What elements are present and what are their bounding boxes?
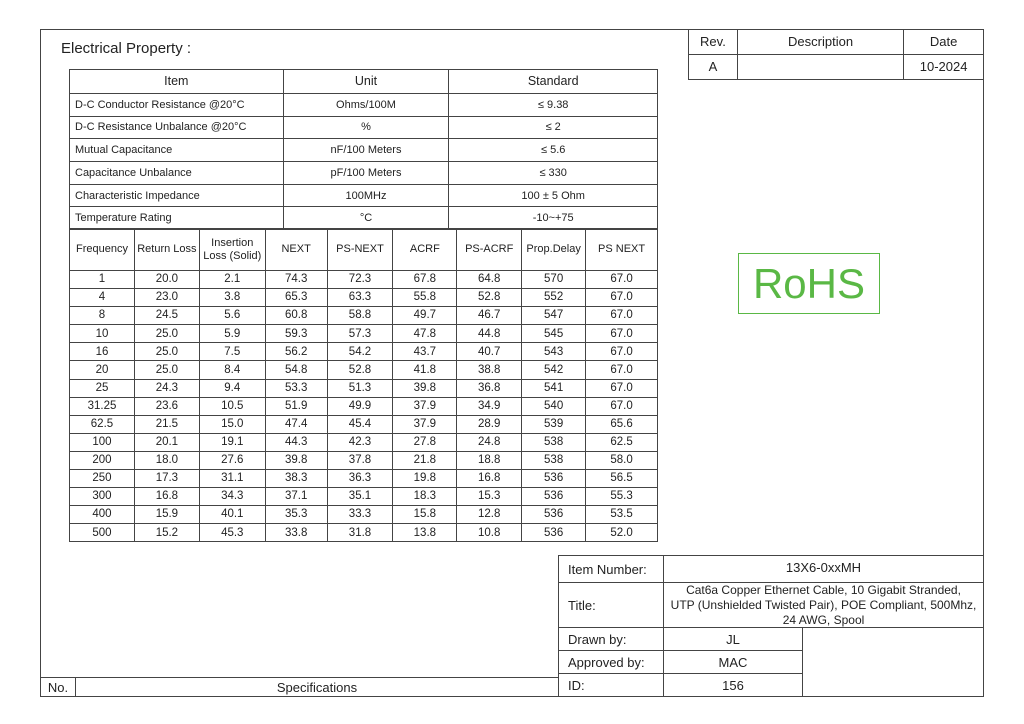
- frequency-cell: 538: [522, 451, 586, 469]
- drawn-by-label: Drawn by:: [558, 627, 664, 651]
- frequency-header-cell: Prop.Delay: [522, 229, 586, 271]
- property-row: [70, 94, 658, 117]
- frequency-header-cell: PS NEXT: [586, 229, 658, 271]
- frequency-cell: 38.3: [265, 470, 327, 488]
- frequency-cell: 40.1: [199, 506, 265, 524]
- rev-value: A: [689, 55, 738, 80]
- frequency-cell: 16: [70, 343, 135, 361]
- frequency-cell: 67.0: [586, 379, 658, 397]
- item-number-label: Item Number:: [558, 555, 664, 583]
- frequency-cell: 56.2: [265, 343, 327, 361]
- frequency-cell: 31.25: [70, 397, 135, 415]
- frequency-cell: 15.2: [134, 524, 199, 542]
- frequency-row: [70, 397, 658, 415]
- frequency-cell: 31.8: [327, 524, 393, 542]
- frequency-cell: 52.8: [327, 361, 393, 379]
- frequency-row: [70, 307, 658, 325]
- frequency-cell: 19.1: [199, 433, 265, 451]
- frequency-header-cell: Return Loss: [134, 229, 199, 271]
- frequency-cell: 72.3: [327, 271, 393, 289]
- frequency-cell: 542: [522, 361, 586, 379]
- frequency-cell: 5.9: [199, 325, 265, 343]
- frequency-cell: 9.4: [199, 379, 265, 397]
- title-line-3: 24 AWG, Spool: [782, 613, 865, 627]
- frequency-cell: 44.3: [265, 433, 327, 451]
- frequency-cell: 23.0: [134, 289, 199, 307]
- property-row: [70, 116, 658, 139]
- frequency-cell: 21.5: [134, 415, 199, 433]
- frequency-cell: 536: [522, 470, 586, 488]
- frequency-cell: 538: [522, 433, 586, 451]
- frequency-row: [70, 379, 658, 397]
- property-cell: %: [283, 116, 449, 139]
- frequency-cell: 3.8: [199, 289, 265, 307]
- frequency-cell: 42.3: [327, 433, 393, 451]
- frequency-row: [70, 506, 658, 524]
- property-cell: Mutual Capacitance: [70, 139, 284, 162]
- frequency-cell: 536: [522, 524, 586, 542]
- no-label: No.: [40, 677, 76, 697]
- frequency-header-cell: ACRF: [393, 229, 457, 271]
- property-row: [70, 139, 658, 162]
- frequency-row: [70, 470, 658, 488]
- property-cell: -10~+75: [449, 207, 658, 230]
- frequency-cell: 65.3: [265, 289, 327, 307]
- frequency-cell: 55.8: [393, 289, 457, 307]
- frequency-cell: 8.4: [199, 361, 265, 379]
- drawn-by-value: JL: [663, 627, 803, 651]
- blank-cell: [802, 627, 984, 697]
- frequency-row: [70, 433, 658, 451]
- frequency-cell: 24.5: [134, 307, 199, 325]
- frequency-cell: 54.8: [265, 361, 327, 379]
- frequency-cell: 20: [70, 361, 135, 379]
- title-value: [663, 582, 984, 628]
- property-header-cell: Standard: [449, 70, 658, 94]
- frequency-cell: 5.6: [199, 307, 265, 325]
- frequency-cell: 25.0: [134, 361, 199, 379]
- frequency-cell: 62.5: [70, 415, 135, 433]
- frequency-cell: 18.0: [134, 451, 199, 469]
- frequency-cell: 45.4: [327, 415, 393, 433]
- frequency-cell: 540: [522, 397, 586, 415]
- property-cell: ≤ 5.6: [449, 139, 658, 162]
- frequency-row: [70, 451, 658, 469]
- frequency-cell: 25: [70, 379, 135, 397]
- frequency-row: [70, 415, 658, 433]
- title-line-2: UTP (Unshielded Twisted Pair), POE Compliant, 500Mhz,: [670, 598, 977, 612]
- title-line-1: Cat6a Copper Ethernet Cable, 10 Gigabit Stranded,: [686, 583, 961, 597]
- frequency-cell: 67.8: [393, 271, 457, 289]
- frequency-cell: 58.0: [586, 451, 658, 469]
- frequency-cell: 39.8: [393, 379, 457, 397]
- frequency-cell: 57.3: [327, 325, 393, 343]
- frequency-cell: 19.8: [393, 470, 457, 488]
- frequency-cell: 55.3: [586, 488, 658, 506]
- frequency-cell: 60.8: [265, 307, 327, 325]
- frequency-cell: 45.3: [199, 524, 265, 542]
- item-number-value: 13X6-0xxMH: [663, 555, 984, 583]
- frequency-cell: 25.0: [134, 325, 199, 343]
- frequency-performance-table: [69, 228, 658, 542]
- frequency-cell: 27.6: [199, 451, 265, 469]
- frequency-cell: 1: [70, 271, 135, 289]
- frequency-cell: 62.5: [586, 433, 658, 451]
- frequency-cell: 63.3: [327, 289, 393, 307]
- property-row: [70, 184, 658, 207]
- frequency-cell: 536: [522, 506, 586, 524]
- frequency-cell: 15.8: [393, 506, 457, 524]
- frequency-cell: 67.0: [586, 307, 658, 325]
- frequency-cell: 300: [70, 488, 135, 506]
- frequency-cell: 74.3: [265, 271, 327, 289]
- frequency-cell: 100: [70, 433, 135, 451]
- frequency-cell: 53.5: [586, 506, 658, 524]
- frequency-cell: 24.3: [134, 379, 199, 397]
- frequency-cell: 37.8: [327, 451, 393, 469]
- frequency-cell: 543: [522, 343, 586, 361]
- property-cell: ≤ 2: [449, 116, 658, 139]
- frequency-cell: 33.8: [265, 524, 327, 542]
- electrical-property-table: [69, 69, 658, 230]
- frequency-cell: 31.1: [199, 470, 265, 488]
- frequency-cell: 34.9: [457, 397, 522, 415]
- property-cell: Ohms/100M: [283, 94, 449, 117]
- property-cell: 100MHz: [283, 184, 449, 207]
- frequency-cell: 43.7: [393, 343, 457, 361]
- title-label: Title:: [558, 582, 664, 628]
- frequency-cell: 250: [70, 470, 135, 488]
- frequency-cell: 18.8: [457, 451, 522, 469]
- specifications-label: Specifications: [75, 677, 559, 697]
- frequency-cell: 36.3: [327, 470, 393, 488]
- frequency-cell: 24.8: [457, 433, 522, 451]
- frequency-cell: 20.1: [134, 433, 199, 451]
- frequency-cell: 2.1: [199, 271, 265, 289]
- frequency-cell: 67.0: [586, 361, 658, 379]
- frequency-header-cell: Frequency: [70, 229, 135, 271]
- property-row: [70, 207, 658, 230]
- frequency-cell: 39.8: [265, 451, 327, 469]
- frequency-cell: 52.0: [586, 524, 658, 542]
- frequency-cell: 35.3: [265, 506, 327, 524]
- frequency-cell: 58.8: [327, 307, 393, 325]
- frequency-cell: 552: [522, 289, 586, 307]
- frequency-cell: 16.8: [457, 470, 522, 488]
- frequency-cell: 27.8: [393, 433, 457, 451]
- id-label: ID:: [558, 673, 664, 697]
- frequency-cell: 16.8: [134, 488, 199, 506]
- frequency-cell: 65.6: [586, 415, 658, 433]
- description-header: Description: [737, 30, 903, 55]
- property-cell: Capacitance Unbalance: [70, 162, 284, 185]
- frequency-cell: 28.9: [457, 415, 522, 433]
- approved-by-value: MAC: [663, 650, 803, 674]
- property-cell: ≤ 330: [449, 162, 658, 185]
- property-cell: nF/100 Meters: [283, 139, 449, 162]
- frequency-row: [70, 289, 658, 307]
- frequency-row: [70, 524, 658, 542]
- frequency-row: [70, 361, 658, 379]
- frequency-cell: 570: [522, 271, 586, 289]
- frequency-cell: 37.9: [393, 415, 457, 433]
- frequency-cell: 13.8: [393, 524, 457, 542]
- frequency-cell: 10.5: [199, 397, 265, 415]
- frequency-header-cell: NEXT: [265, 229, 327, 271]
- frequency-cell: 541: [522, 379, 586, 397]
- frequency-cell: 34.3: [199, 488, 265, 506]
- frequency-cell: 21.8: [393, 451, 457, 469]
- frequency-cell: 54.2: [327, 343, 393, 361]
- frequency-cell: 56.5: [586, 470, 658, 488]
- property-header-cell: Item: [70, 70, 284, 94]
- frequency-cell: 67.0: [586, 289, 658, 307]
- frequency-cell: 46.7: [457, 307, 522, 325]
- frequency-cell: 536: [522, 488, 586, 506]
- frequency-row: [70, 271, 658, 289]
- frequency-cell: 35.1: [327, 488, 393, 506]
- frequency-cell: 49.7: [393, 307, 457, 325]
- frequency-cell: 49.9: [327, 397, 393, 415]
- frequency-row: [70, 343, 658, 361]
- property-cell: D-C Resistance Unbalance @20°C: [70, 116, 284, 139]
- frequency-header-row: [70, 229, 658, 271]
- frequency-cell: 547: [522, 307, 586, 325]
- frequency-cell: 15.9: [134, 506, 199, 524]
- property-cell: Characteristic Impedance: [70, 184, 284, 207]
- frequency-cell: 67.0: [586, 343, 658, 361]
- frequency-row: [70, 325, 658, 343]
- property-cell: ≤ 9.38: [449, 94, 658, 117]
- section-heading: Electrical Property :: [61, 40, 192, 57]
- frequency-cell: 44.8: [457, 325, 522, 343]
- property-cell: °C: [283, 207, 449, 230]
- frequency-cell: 40.7: [457, 343, 522, 361]
- approved-by-label: Approved by:: [558, 650, 664, 674]
- date-value: 10-2024: [904, 55, 984, 80]
- frequency-cell: 15.3: [457, 488, 522, 506]
- frequency-header-cell: PS-ACRF: [457, 229, 522, 271]
- title-block: [558, 555, 984, 697]
- frequency-cell: 52.8: [457, 289, 522, 307]
- frequency-cell: 539: [522, 415, 586, 433]
- frequency-cell: 400: [70, 506, 135, 524]
- frequency-cell: 51.9: [265, 397, 327, 415]
- rev-header: Rev.: [689, 30, 738, 55]
- frequency-cell: 59.3: [265, 325, 327, 343]
- property-header-row: [70, 70, 658, 94]
- frequency-cell: 36.8: [457, 379, 522, 397]
- property-cell: 100 ± 5 Ohm: [449, 184, 658, 207]
- frequency-cell: 38.8: [457, 361, 522, 379]
- frequency-cell: 64.8: [457, 271, 522, 289]
- frequency-cell: 10: [70, 325, 135, 343]
- property-cell: Temperature Rating: [70, 207, 284, 230]
- property-row: [70, 162, 658, 185]
- frequency-cell: 37.9: [393, 397, 457, 415]
- frequency-cell: 17.3: [134, 470, 199, 488]
- frequency-cell: 10.8: [457, 524, 522, 542]
- frequency-cell: 33.3: [327, 506, 393, 524]
- property-cell: pF/100 Meters: [283, 162, 449, 185]
- revision-table: [688, 29, 984, 80]
- frequency-cell: 47.4: [265, 415, 327, 433]
- frequency-cell: 67.0: [586, 271, 658, 289]
- description-value: [737, 55, 903, 80]
- frequency-cell: 200: [70, 451, 135, 469]
- frequency-header-cell: PS-NEXT: [327, 229, 393, 271]
- frequency-cell: 37.1: [265, 488, 327, 506]
- frequency-cell: 4: [70, 289, 135, 307]
- frequency-cell: 545: [522, 325, 586, 343]
- property-header-cell: Unit: [283, 70, 449, 94]
- frequency-cell: 25.0: [134, 343, 199, 361]
- date-header: Date: [904, 30, 984, 55]
- frequency-cell: 12.8: [457, 506, 522, 524]
- frequency-row: [70, 488, 658, 506]
- frequency-cell: 67.0: [586, 397, 658, 415]
- frequency-cell: 500: [70, 524, 135, 542]
- frequency-cell: 41.8: [393, 361, 457, 379]
- frequency-header-cell: Insertion Loss (Solid): [199, 229, 265, 271]
- rohs-badge: RoHS: [738, 253, 880, 314]
- id-value: 156: [663, 673, 803, 697]
- frequency-cell: 7.5: [199, 343, 265, 361]
- frequency-cell: 53.3: [265, 379, 327, 397]
- frequency-cell: 18.3: [393, 488, 457, 506]
- frequency-cell: 8: [70, 307, 135, 325]
- property-cell: D-C Conductor Resistance @20°C: [70, 94, 284, 117]
- frequency-cell: 23.6: [134, 397, 199, 415]
- frequency-cell: 15.0: [199, 415, 265, 433]
- frequency-cell: 51.3: [327, 379, 393, 397]
- frequency-cell: 47.8: [393, 325, 457, 343]
- frequency-cell: 67.0: [586, 325, 658, 343]
- frequency-cell: 20.0: [134, 271, 199, 289]
